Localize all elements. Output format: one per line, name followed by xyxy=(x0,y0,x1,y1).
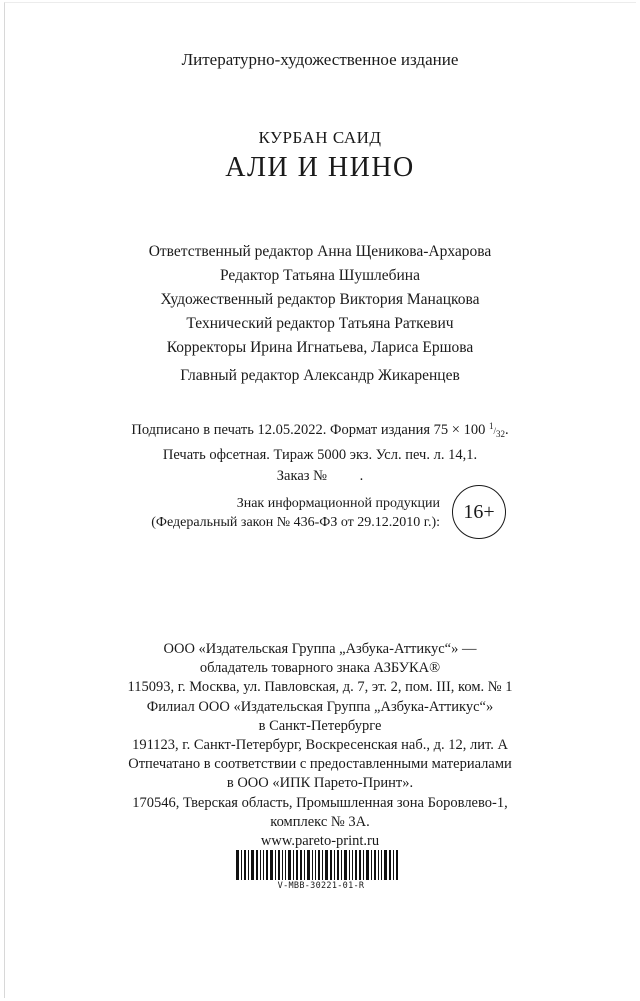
barcode-bar xyxy=(378,850,379,880)
barcode-bar xyxy=(337,850,339,880)
age-rating-label xyxy=(100,494,440,532)
barcode-bar xyxy=(248,850,249,880)
barcode-bar xyxy=(341,850,342,880)
barcode-bar xyxy=(266,850,268,880)
barcode-bar xyxy=(384,850,387,880)
barcode-bar xyxy=(334,850,335,880)
barcode-bar xyxy=(374,850,376,880)
barcode-bar xyxy=(244,850,246,880)
barcode-bar xyxy=(278,850,280,880)
age-rating-label-line: Знак информационной продукции xyxy=(236,496,440,511)
printer-line: 170546, Тверская область, Промышленная зона Боровлево-1, xyxy=(132,794,508,811)
barcode-text: V-MBB-30221-01-R xyxy=(277,881,365,891)
barcode-bar xyxy=(263,850,264,880)
barcode-bar xyxy=(359,850,361,880)
barcode-bar xyxy=(307,850,310,880)
barcode-bar xyxy=(325,850,328,880)
barcode-bar xyxy=(282,850,283,880)
print-line-run: Печать офсетная. Тираж 5000 экз. Усл. печ. л. 14,1. xyxy=(162,447,478,463)
barcode-bar xyxy=(396,850,398,880)
credit-line: Корректоры Ирина Игнатьева, Лариса Ершова xyxy=(166,339,474,356)
barcode-bar xyxy=(296,850,298,880)
format-denominator: 32 xyxy=(496,429,505,439)
barcode-bar xyxy=(256,850,258,880)
barcode-bar xyxy=(285,850,286,880)
barcode-bar xyxy=(393,850,394,880)
format-numerator: 1 xyxy=(488,421,494,431)
barcode-bar xyxy=(300,850,302,880)
barcode-bar xyxy=(241,850,242,880)
barcode-bar xyxy=(355,850,357,880)
publisher-line: обладатель товарного знака АЗБУКА® xyxy=(199,660,441,677)
credit-line: Художественный редактор Виктория Манацкова xyxy=(160,291,480,308)
publisher-line: 191123, г. Санкт-Петербург, Воскресенская наб., д. 12, лит. А xyxy=(132,737,508,754)
barcode-bar xyxy=(344,850,347,880)
print-line-order: Заказ № . xyxy=(276,468,364,484)
print-line-format: Подписано в печать 12.05.2022. Формат издания 75 × 100 $^1/_{32}$. xyxy=(131,421,509,439)
barcode-bar xyxy=(330,850,332,880)
age-rating-badge xyxy=(452,485,506,539)
format-suffix: . xyxy=(505,422,509,438)
barcode-bar xyxy=(318,850,320,880)
publisher-line: Филиал ООО «Издательская Группа „Азбука-Аттикус“» xyxy=(146,698,494,715)
credit-line: Ответственный редактор Анна Щеникова-Архарова xyxy=(148,243,492,260)
barcode-bar xyxy=(312,850,313,880)
credit-line: Редактор Татьяна Шушлебина xyxy=(219,267,420,284)
credit-line: Технический редактор Татьяна Раткевич xyxy=(186,315,454,332)
barcode-bar xyxy=(352,850,353,880)
barcode-icon xyxy=(236,850,406,880)
book-title: АЛИ И НИНО xyxy=(225,152,415,183)
barcode-bar xyxy=(288,850,291,880)
printer-line: Отпечатано в соответствии с предоставленными материалами xyxy=(128,756,512,773)
printer-line: комплекс № 3А. xyxy=(270,813,370,830)
print-format-text: Подписано в печать 12.05.2022. Формат издания 75 × 100 xyxy=(131,422,486,438)
publisher-line: в Санкт-Петербурге xyxy=(258,717,382,734)
printer-line: в ООО «ИПК Парето-Принт». xyxy=(226,775,414,792)
barcode-bar xyxy=(381,850,382,880)
chief-editor-line: Главный редактор Александр Жикаренцев xyxy=(180,367,460,384)
barcode-bar xyxy=(260,850,261,880)
barcode-bar xyxy=(389,850,391,880)
age-rating-value: 16+ xyxy=(463,500,495,523)
barcode-bar xyxy=(293,850,294,880)
barcode-bar xyxy=(349,850,350,880)
series-label: Литературно-художественное издание xyxy=(181,50,459,69)
publisher-line: ООО «Издательская Группа „Азбука-Аттикус“» — xyxy=(163,641,477,657)
barcode-bar xyxy=(366,850,369,880)
barcode-bar xyxy=(363,850,364,880)
barcode-bar xyxy=(304,850,305,880)
barcode-bar xyxy=(315,850,316,880)
barcode-bar xyxy=(270,850,273,880)
print-info-block xyxy=(0,416,640,487)
age-rating-law-line: (Федеральный закон № 436-ФЗ от 29.12.2010 г.): xyxy=(151,515,440,530)
barcode-bar xyxy=(236,850,239,880)
author-name: КУРБАН САИД xyxy=(258,128,382,147)
barcode-bar xyxy=(275,850,276,880)
credits-block xyxy=(0,240,640,388)
publisher-block xyxy=(0,640,640,851)
printer-website: www.pareto-print.ru xyxy=(260,833,380,850)
publisher-line: 115093, г. Москва, ул. Павловская, д. 7, эт. 2, пом. III, ком. № 1 xyxy=(127,679,513,696)
barcode-bar xyxy=(251,850,254,880)
barcode-bar xyxy=(322,850,323,880)
barcode-bar xyxy=(371,850,372,880)
